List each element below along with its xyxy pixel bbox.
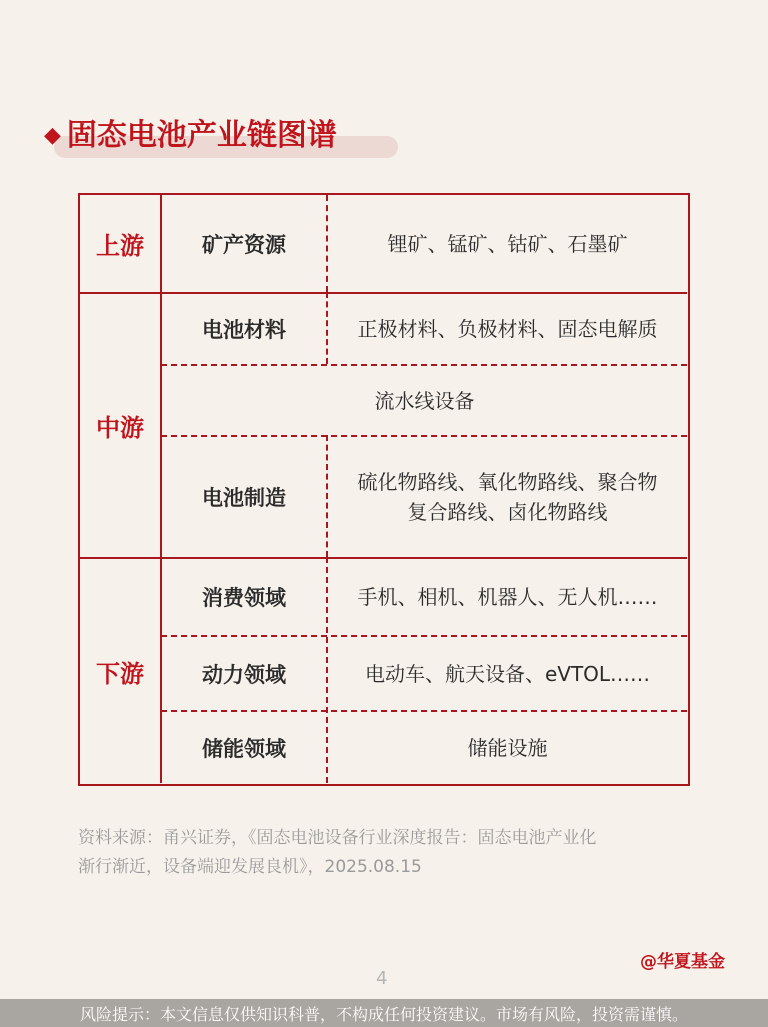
category-power: 动力领域 (202, 662, 286, 687)
brand-handle: @华夏基金 (640, 952, 725, 972)
items-mineral-resources: 锂矿、锰矿、钴矿、石墨矿 (387, 231, 628, 256)
items-consumer: 手机、相机、机器人、无人机…… (357, 585, 658, 609)
diamond-icon: ◆ (44, 123, 61, 148)
source-line2: 渐行渐近，设备端迎发展良机》，2025.08.15 (78, 857, 422, 877)
category-energy-storage: 储能领域 (202, 736, 286, 761)
category-consumer: 消费领域 (202, 586, 286, 610)
midstream-label: 中游 (96, 414, 144, 442)
equipment-row: 流水线设备 (374, 388, 475, 413)
items-battery-materials: 正极材料、负极材料、固态电解质 (357, 317, 658, 341)
source-line1: 资料来源：甬兴证券，《固态电池设备行业深度报告：固态电池产业化 (78, 828, 597, 848)
category-battery-manufacturing: 电池制造 (202, 486, 286, 510)
category-battery-materials: 电池材料 (202, 318, 286, 342)
category-mineral-resources: 矿产资源 (202, 232, 286, 257)
page-number: 4 (376, 968, 388, 989)
items-battery-manufacturing (328, 437, 687, 557)
source-note (78, 824, 698, 882)
page-title-text: 固态电池产业链图谱 (66, 118, 337, 153)
risk-notice-text: 风险提示：本文信息仅供知识科普，不构成任何投资建议。市场有风险，投资需谨慎。 (79, 1004, 688, 1024)
downstream-label: 下游 (96, 659, 144, 688)
items-energy-storage: 储能设施 (467, 735, 548, 760)
items-power: 电动车、航天设备、eVTOL…… (364, 661, 651, 686)
risk-notice-bar (0, 999, 768, 1027)
industry-chain-table (78, 193, 690, 786)
page-title (44, 116, 337, 156)
items-manufacturing-line2: 复合路线、卤化物路线 (407, 500, 608, 524)
items-manufacturing-line1: 硫化物路线、氧化物路线、聚合物 (357, 470, 658, 494)
upstream-label: 上游 (96, 232, 144, 260)
